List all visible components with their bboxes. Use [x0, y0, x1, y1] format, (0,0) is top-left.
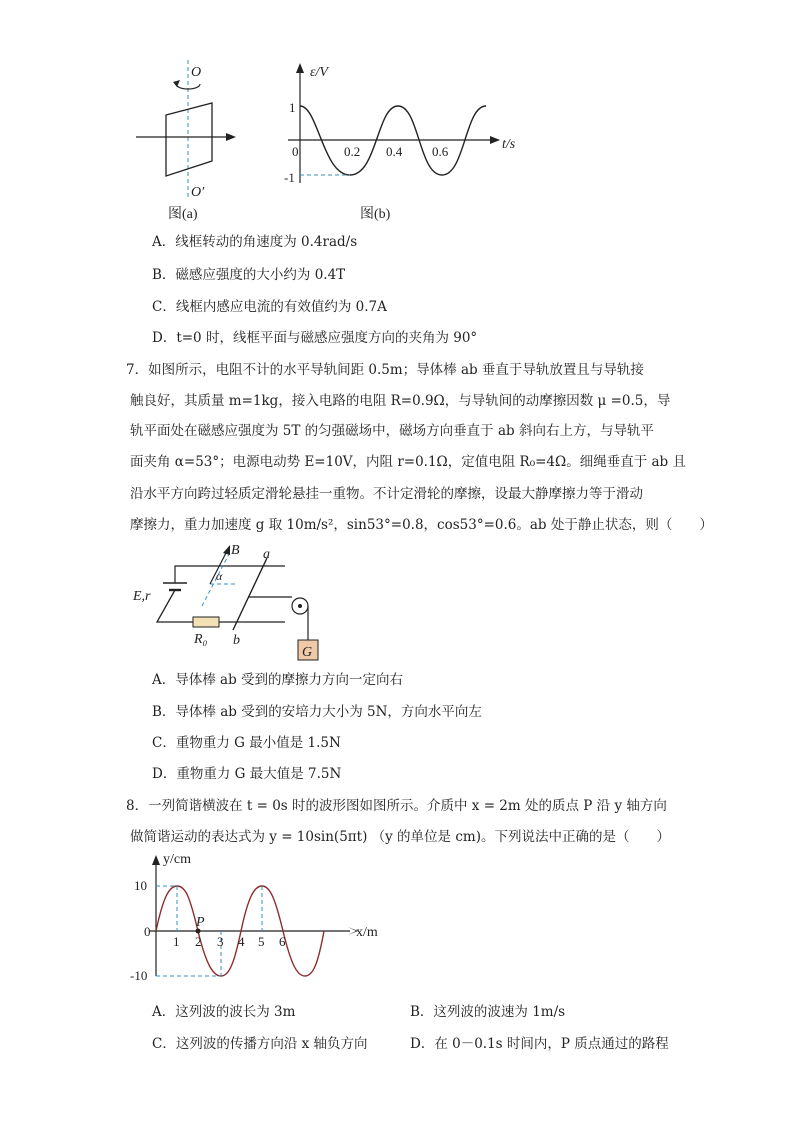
q7-circuit-figure [130, 540, 330, 665]
x-axis-label: t/s [502, 137, 516, 152]
x-tick-1: 1 [173, 934, 180, 949]
figure-a [128, 58, 248, 228]
x-axis-label: x/m [356, 925, 378, 940]
q6-option-b: B．磁感应强度的大小约为 0.4T [152, 267, 346, 283]
x-tick-5: 5 [258, 934, 265, 949]
q8-option-c: C．这列波的传播方向沿 x 轴负方向 [152, 1036, 368, 1052]
figure-a-caption: 图(a) [168, 207, 198, 222]
q7-line-3: 轨平面处在磁感应强度为 5T 的匀强磁场中，磁场方向垂直于 ab 斜向右上方，与导轨平 [130, 423, 654, 439]
x-tick-3: 3 [217, 934, 224, 949]
y-tick-neg10: -10 [130, 968, 148, 983]
x-tick-6: 6 [279, 934, 286, 949]
axis-top-label: O [191, 65, 202, 80]
q7-line-5: 沿水平方向跨过轻质定滑轮悬挂一重物。不计定滑轮的摩擦，设最大静摩擦力等于滑动 [130, 486, 643, 502]
x-tick-4: 4 [238, 934, 245, 949]
figure-b-caption: 图(b) [360, 207, 391, 222]
label-Er: E,r [133, 589, 151, 604]
q7-option-a: A．导体棒 ab 受到的摩擦力方向一定向右 [152, 672, 404, 688]
q8-option-b: B．这列波的波速为 1m/s [410, 1004, 566, 1020]
q8-wave-figure [130, 848, 390, 988]
q7-option-d: D．重物重力 G 最大值是 7.5N [152, 766, 342, 782]
q8-option-d: D．在 0－0.1s 时间内，P 质点通过的路程 [410, 1036, 669, 1052]
q7-option-c: C．重物重力 G 最小值是 1.5N [152, 735, 341, 751]
x-tick-0.2: 0.2 [344, 144, 361, 159]
q7-line-2: 触良好，其质量 m=1kg，接入电路的电阻 R=0.9Ω，与导轨间的动摩擦因数 μ =0.5，导 [130, 393, 671, 409]
label-b: b [233, 633, 240, 648]
q7-line-6: 摩擦力，重力加速度 g 取 10m/s²，sin53°=0.8，cos53°=0.6。ab 处于静止状态，则（ ） [130, 517, 713, 533]
q6-option-d: D．t=0 时，线框平面与磁感应强度方向的夹角为 90° [152, 330, 478, 346]
y-tick-1: 1 [289, 100, 296, 115]
q6-option-c: C．线框内感应电流的有效值约为 0.7A [152, 299, 387, 315]
point-P-label: P [196, 915, 205, 930]
x-tick-0.4: 0.4 [386, 144, 403, 159]
y-axis-label: y/cm [163, 852, 191, 867]
x-tick-0: 0 [292, 144, 299, 159]
label-alpha: α [216, 569, 223, 583]
x-tick-0: 0 [144, 924, 151, 939]
q7-option-b: B．导体棒 ab 受到的安培力大小为 5N，方向水平向左 [152, 704, 482, 720]
y-tick-10: 10 [134, 878, 147, 893]
label-B: B [231, 543, 240, 558]
y-axis-label: ε/V [310, 65, 328, 80]
q8-option-a: A．这列波的波长为 3m [152, 1004, 296, 1020]
x-tick-0.6: 0.6 [432, 144, 449, 159]
x-tick-2: 2 [195, 934, 202, 949]
label-R0: R₀ [194, 632, 208, 647]
q6-option-a: A．线框转动的角速度为 0.4rad/s [152, 234, 358, 250]
q7-line-4: 面夹角 α=53°；电源电动势 E=10V，内阻 r=0.1Ω，定值电阻 R₀=4Ω。细绳垂直于 ab 且 [130, 454, 686, 470]
q8-line-1: 8．一列简谐横波在 t = 0s 时的波形图如图所示。介质中 x = 2m 处的质点 P 沿 y 轴方向 [126, 798, 667, 814]
q7-line-1: 7．如图所示，电阻不计的水平导轨间距 0.5m；导体棒 ab 垂直于导轨放置且与导轨接 [126, 362, 644, 378]
y-tick-neg1: -1 [284, 170, 295, 185]
axis-bottom-label: O′ [191, 185, 205, 200]
label-a: a [263, 547, 270, 562]
q8-line-2: 做简谐运动的表达式为 y = 10sin(5πt) （y 的单位是 cm)。下列说法中正确的是（ ） [130, 829, 670, 845]
figure-b [280, 58, 530, 228]
label-G: G [302, 645, 313, 660]
